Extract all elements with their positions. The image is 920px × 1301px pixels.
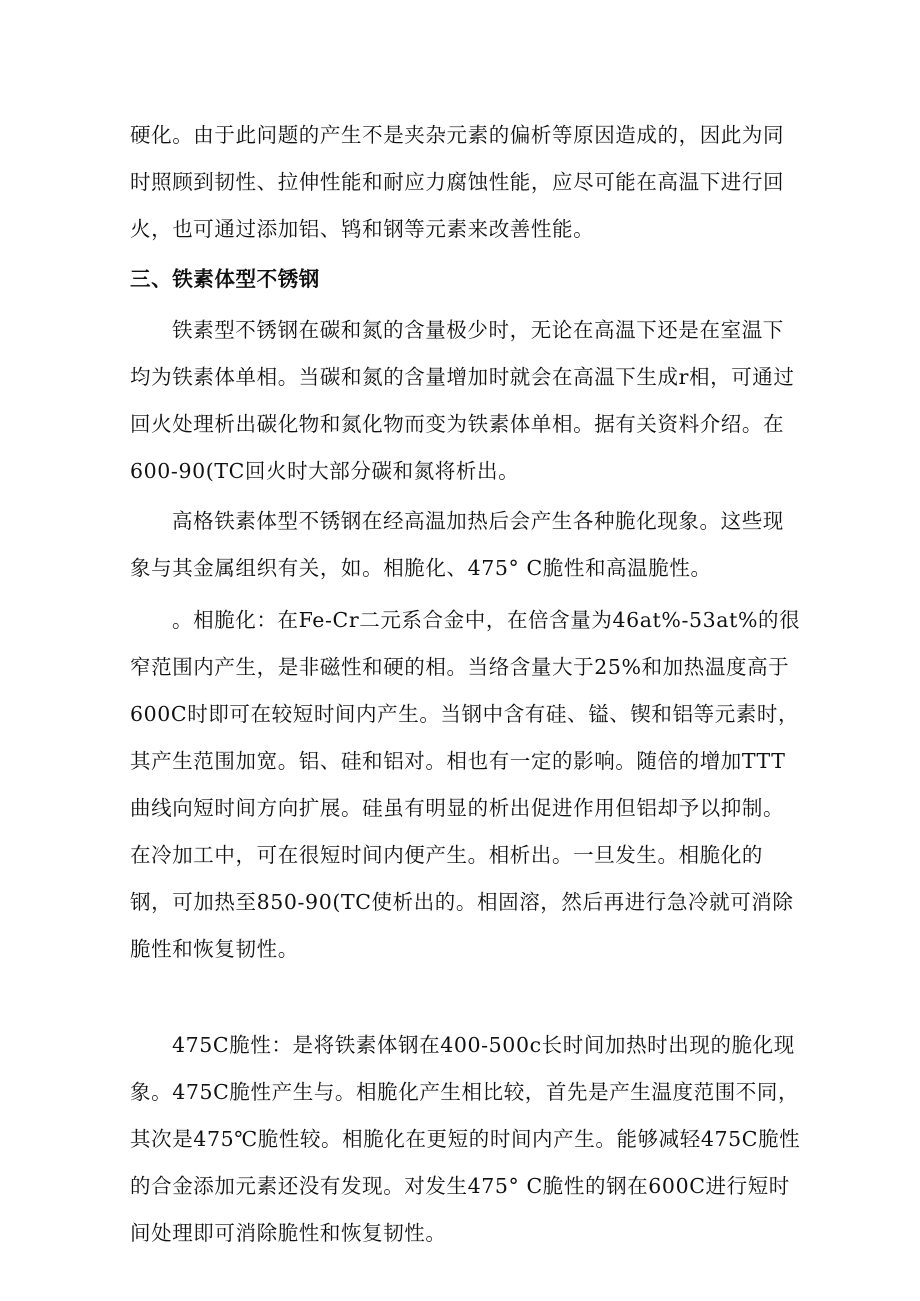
paragraph-hardening: 硬化。由于此问题的产生不是夹杂元素的偏析等原因造成的，因此为同时照顾到韧性、拉伸性能和耐应力腐蚀性能，应尽可能在高温下进行回火，也可通过添加铝、鸨和钢等元素来改善性能。 <box>130 123 785 241</box>
paragraph-ferritic-phase: 铁素型不锈钢在碳和氮的含量极少时，无论在高温下还是在室温下均为铁素体单相。当碳和氮的含量增加时就会在高温下生成r相，可通过回火处理析出碳化物和氮化物而变为铁素体单相。据有关资料介绍。在600-90(TC回火时大部分碳和氮将析出。 <box>130 318 795 483</box>
paragraph-sigma-phase: 。相脆化：在Fe-Cr二元系合金中，在倍含量为46at%-53at%的很窄范围内产生，是非磁性和硬的相。当络含量大于25%和加热温度高于600C时即可在较短时间内产生。当钢中含有硅、镒、锲和铝等元素时，其产生范围加宽。铝、硅和铝对。相也有一定的影响。随倍的增加TTT曲线向短时间方向扩展。硅虽有明显的析出促进作用但铝却予以抑制。在冷加工中，可在很短时间内便产生。相析出。一旦发生。相脆化的钢，可加热至850-90(TC使析出的。相固溶，然后再进行急冷就可消除脆性和恢复韧性。 <box>130 608 801 961</box>
paragraph-embrittlement: 高格铁素体型不锈钢在经高温加热后会产生各种脆化现象。这些现象与其金属组织有关，如。相脆化、475° C脆性和高温脆性。 <box>130 509 784 580</box>
paragraph-475c-brittleness: 475C脆性：是将铁素体钢在400-500c长时间加热时出现的脆化现象。475C脆性产生与。相脆化产生相比较，首先是产生温度范围不同，其次是475℃脆性较。相脆化在更短的时间内产生。能够减轻475C脆性的合金添加元素还没有发现。对发生475° C脆性的钢在600C进行短时间处理即可消除脆性和恢复韧性。 <box>130 1033 801 1245</box>
section-heading-ferritic: 三、铁素体型不锈钢 <box>130 267 320 291</box>
